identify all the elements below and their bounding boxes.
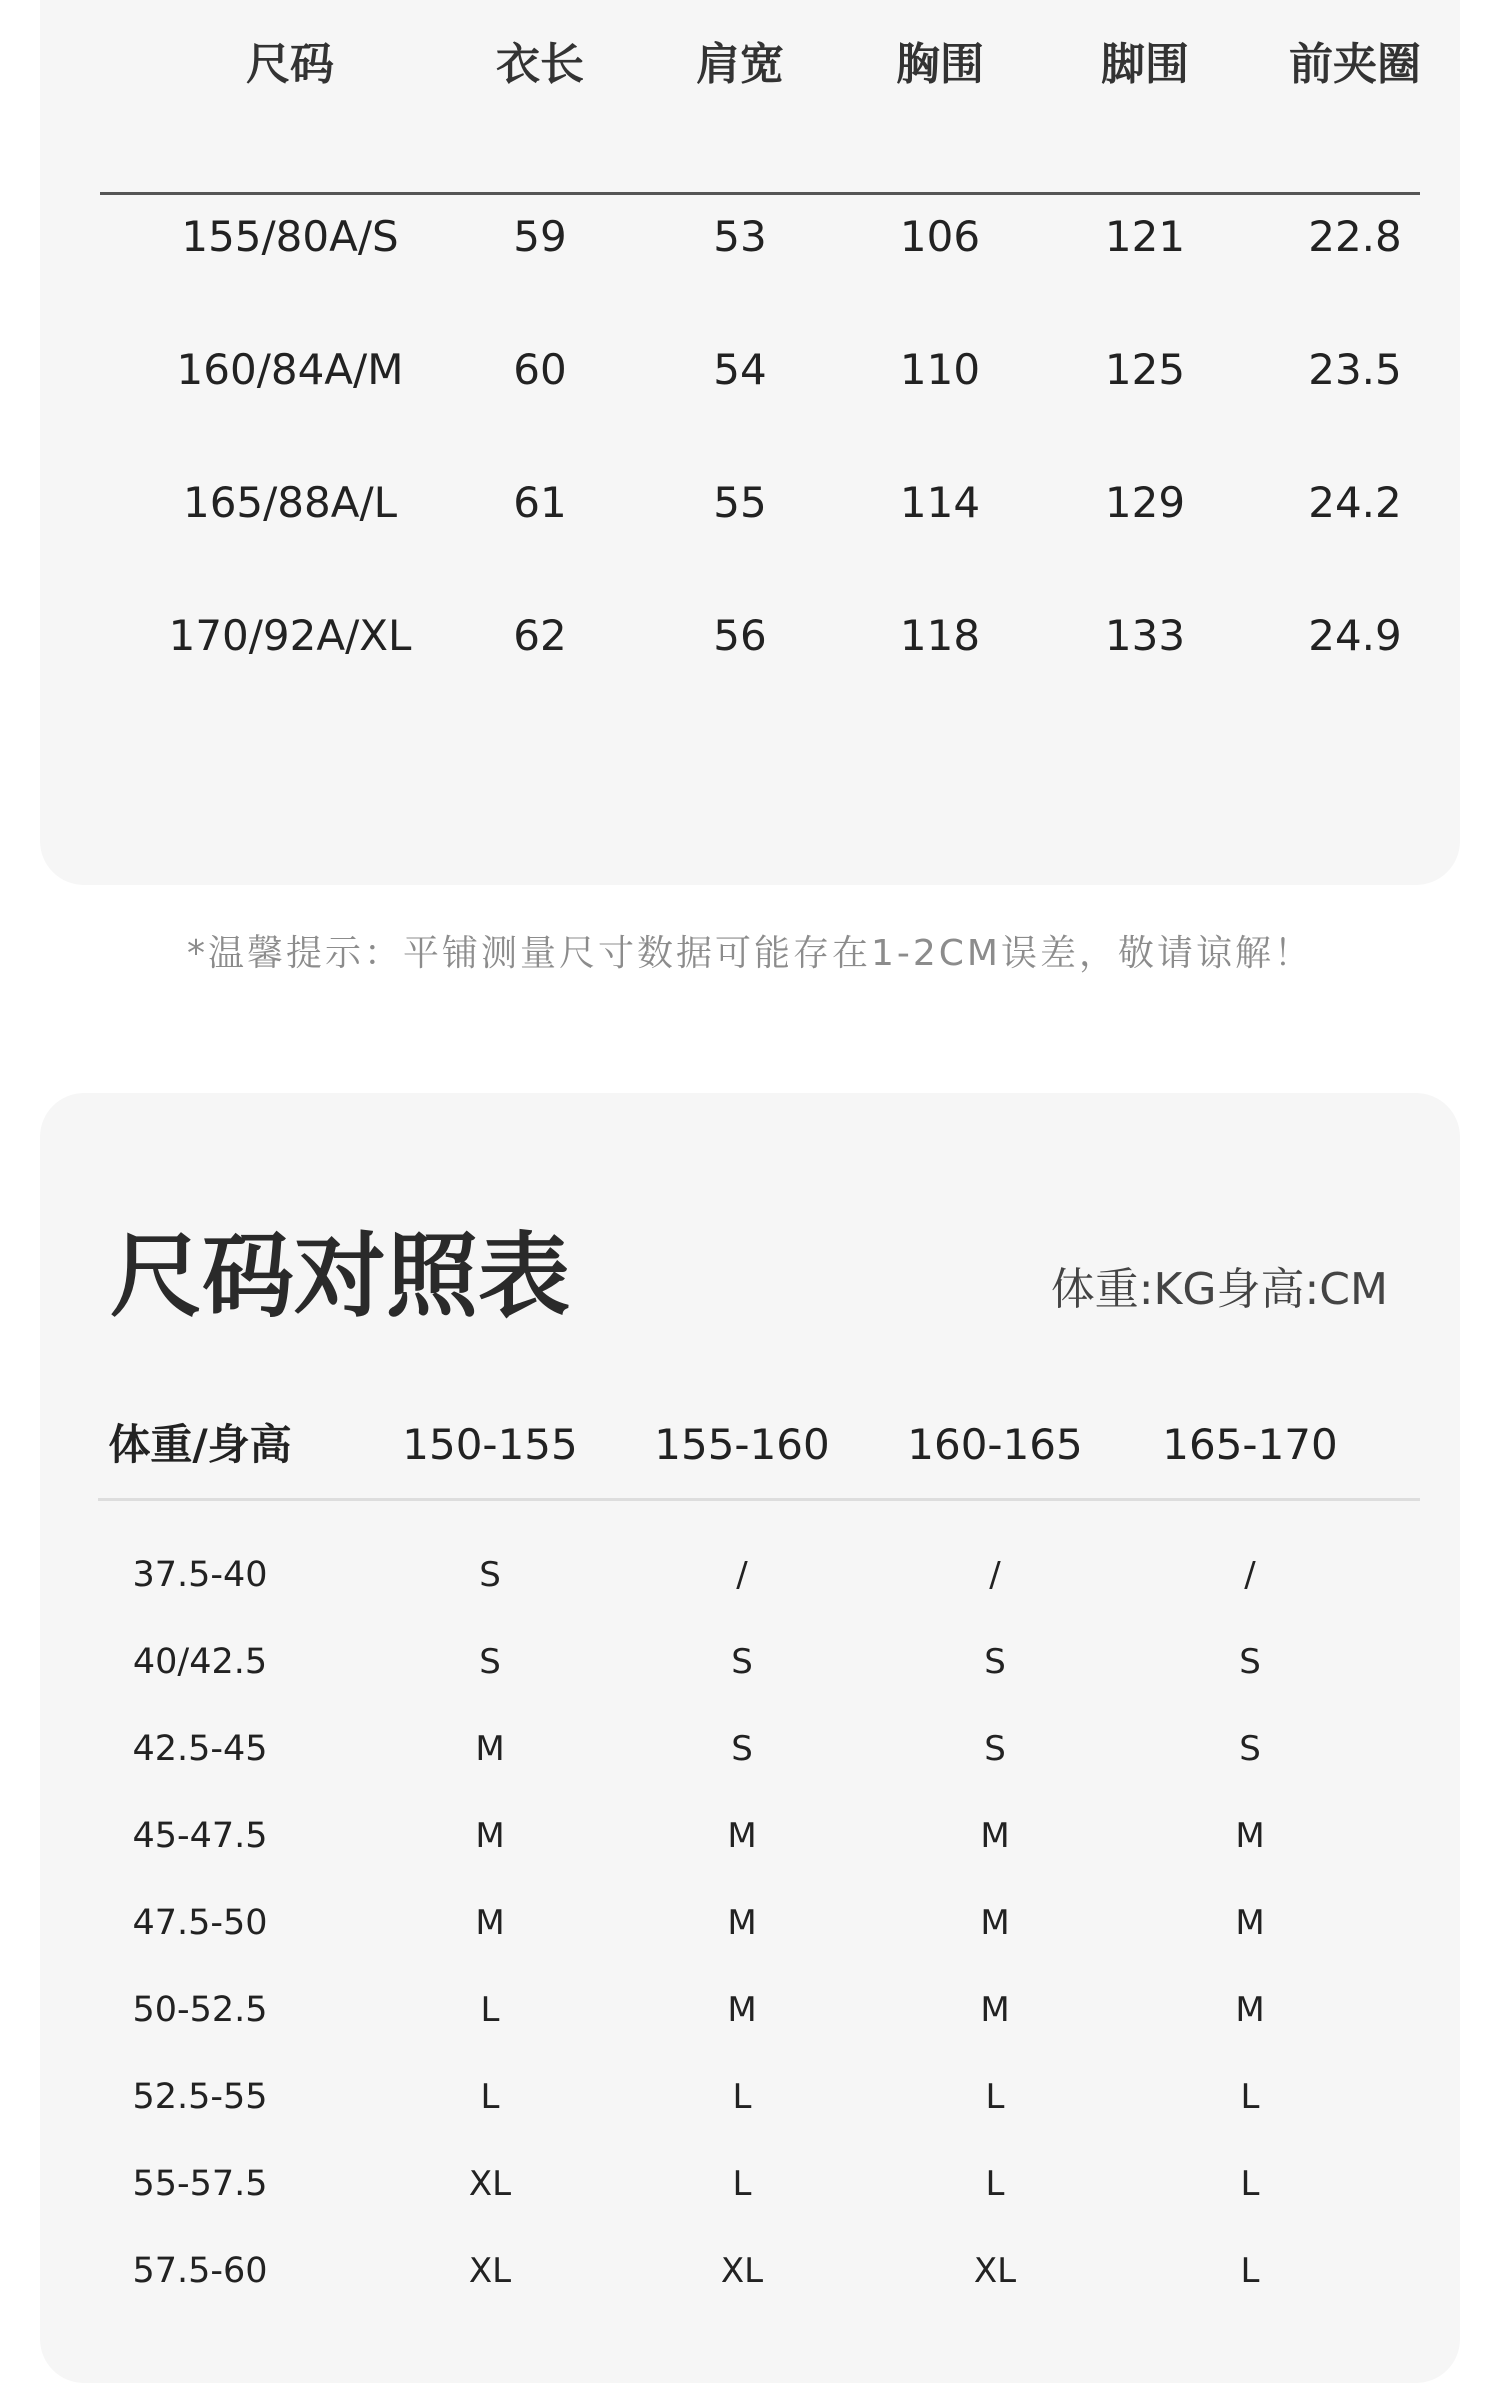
size-cell: 160/84A/M [176,345,404,394]
size-cell: S [479,1642,501,1682]
size-cell: S [1239,1642,1261,1682]
length-cell: 61 [513,478,567,527]
length-cell: 60 [513,345,567,394]
length-cell: 62 [513,611,567,660]
size-chart-header-divider [98,1498,1420,1501]
shoulder-cell: 56 [713,611,767,660]
chest-cell: 114 [899,478,981,527]
size-cell: S [479,1555,501,1595]
size-chart-row [40,1545,1460,1605]
size-cell: M [727,1903,757,1943]
size-cell: M [475,1816,505,1856]
size-cell: M [1235,1903,1265,1943]
hem-cell: 125 [1104,345,1186,394]
size-chart-row [40,2067,1460,2127]
size-cell: S [731,1642,753,1682]
weight-range-cell: 45-47.5 [132,1816,268,1856]
size-cell: XL [468,2164,512,2204]
size-cell: M [475,1903,505,1943]
size-chart-card [40,1093,1460,2383]
size-cell: / [1244,1555,1256,1595]
weight-range-cell: 37.5-40 [132,1555,268,1595]
size-cell: L [985,2164,1005,2204]
chest-cell: 118 [899,611,981,660]
chest-cell: 110 [899,345,981,394]
size-cell: / [989,1555,1001,1595]
armhole-cell: 23.5 [1308,345,1402,394]
size-cell: M [1235,1990,1265,2030]
unit-note: 体重:KG身高:CM [1050,1264,1388,1315]
size-cell: XL [720,2251,764,2291]
armhole-cell: 24.2 [1308,478,1402,527]
hem-cell: 129 [1104,478,1186,527]
armhole-cell: 22.8 [1308,212,1402,261]
size-chart-row [40,1806,1460,1866]
size-chart-row [40,2154,1460,2214]
size-cell: 170/92A/XL [168,611,412,660]
size-chart-row [40,2241,1460,2301]
size-cell: S [1239,1729,1261,1769]
size-chart-header-cell: 体重/身高 [108,1420,292,1469]
measurement-header-cell: 衣长 [496,39,584,90]
size-cell: M [980,1990,1010,2030]
weight-range-cell: 57.5-60 [132,2251,268,2291]
measurement-header-cell: 前夹圈 [1289,39,1421,90]
size-cell: M [727,1816,757,1856]
size-cell: L [1240,2077,1260,2117]
hem-cell: 121 [1104,212,1186,261]
size-cell: XL [973,2251,1017,2291]
size-cell: M [1235,1816,1265,1856]
shoulder-cell: 54 [713,345,767,394]
size-cell: XL [468,2251,512,2291]
size-chart-title: 尺码对照表 [110,1223,571,1330]
length-cell: 59 [513,212,567,261]
size-cell: L [732,2164,752,2204]
size-cell: L [732,2077,752,2117]
size-chart-row [40,1719,1460,1779]
hem-cell: 133 [1104,611,1186,660]
size-cell: L [480,2077,500,2117]
chest-cell: 106 [899,212,981,261]
measurement-header-divider [100,192,1420,195]
size-cell: 155/80A/S [181,212,399,261]
size-cell: M [475,1729,505,1769]
weight-range-cell: 40/42.5 [132,1642,268,1682]
size-cell: L [1240,2251,1260,2291]
size-cell: / [736,1555,748,1595]
weight-range-cell: 52.5-55 [132,2077,268,2117]
weight-range-cell: 50-52.5 [132,1990,268,2030]
size-chart-header-cell: 160-165 [907,1420,1083,1469]
size-cell: S [984,1729,1006,1769]
size-chart-row [40,1632,1460,1692]
size-chart-header-cell: 165-170 [1162,1420,1338,1469]
size-cell: L [480,1990,500,2030]
shoulder-cell: 53 [713,212,767,261]
armhole-cell: 24.9 [1308,611,1402,660]
measurement-header-cell: 脚围 [1101,39,1189,90]
measurement-tip: *温馨提示：平铺测量尺寸数据可能存在1-2CM误差，敬请谅解！ [187,933,1313,974]
weight-range-cell: 42.5-45 [132,1729,268,1769]
size-chart-header-cell: 155-160 [654,1420,830,1469]
size-chart-row [40,1893,1460,1953]
size-chart-row [40,1980,1460,2040]
measurement-row [40,468,1460,538]
size-cell: M [980,1816,1010,1856]
size-cell: 165/88A/L [182,478,398,527]
measurement-header-cell: 胸围 [896,39,984,90]
weight-range-cell: 47.5-50 [132,1903,268,1943]
shoulder-cell: 55 [713,478,767,527]
measurement-table-card [40,0,1460,885]
weight-range-cell: 55-57.5 [132,2164,268,2204]
measurement-row [40,202,1460,272]
measurement-header-cell: 尺码 [246,39,334,90]
size-cell: M [727,1990,757,2030]
measurement-header-row [40,30,1460,100]
measurement-row [40,335,1460,405]
size-cell: S [731,1729,753,1769]
size-cell: M [980,1903,1010,1943]
size-chart-header-row [40,1415,1460,1475]
size-chart-header-cell: 150-155 [402,1420,578,1469]
size-cell: L [985,2077,1005,2117]
size-cell: S [984,1642,1006,1682]
size-cell: L [1240,2164,1260,2204]
measurement-header-cell: 肩宽 [696,39,784,90]
measurement-row [40,601,1460,671]
